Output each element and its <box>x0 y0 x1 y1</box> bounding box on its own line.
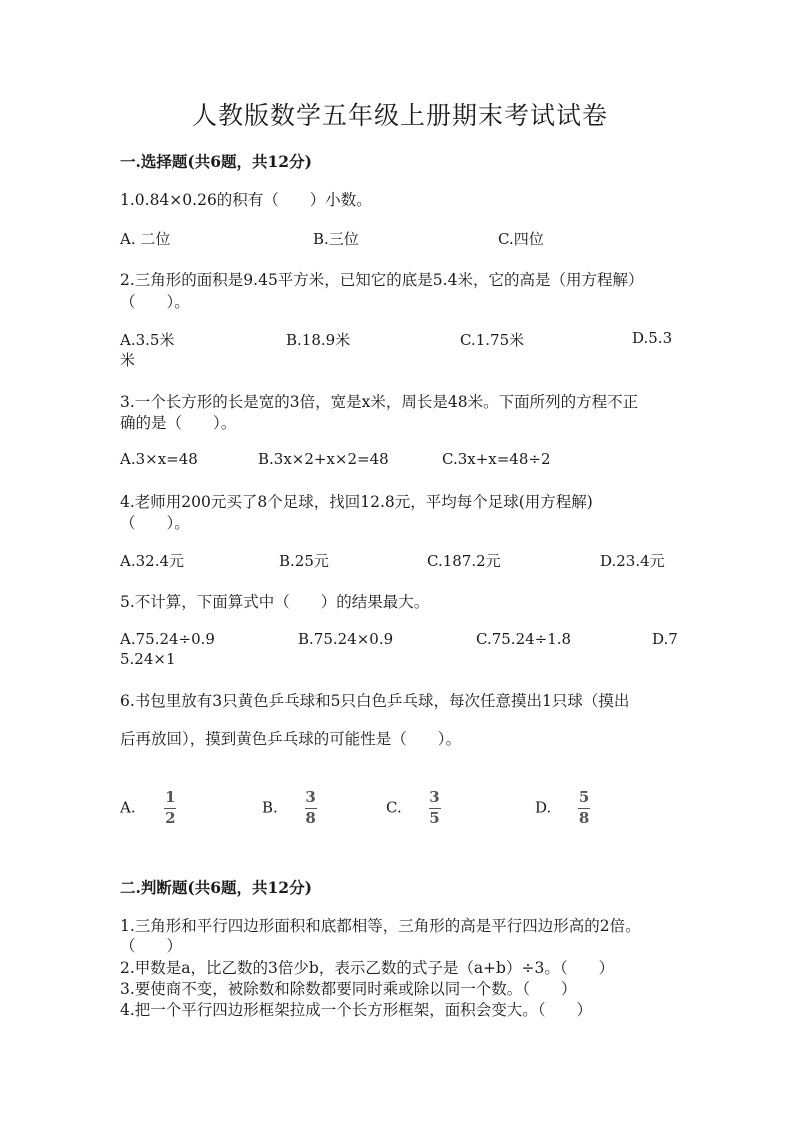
option-label: C. <box>386 798 402 817</box>
option-a <box>120 790 176 827</box>
fraction-numerator: 3 <box>429 788 440 806</box>
option-c: C.187.2元 <box>427 552 501 570</box>
judgement-item: 1.三角形和平行四边形面积和底都相等，三角形的高是平行四边形高的2倍。 <box>120 917 641 935</box>
question-stem-cont: （ ）。 <box>120 514 190 532</box>
option-d: D.5.3 <box>632 329 673 347</box>
question-stem: 4.老师用200元买了8个足球，找回12.8元，平均每个足球(用方程解) <box>120 493 593 511</box>
question-stem: 2.三角形的面积是9.45平方米，已知它的底是5.4米，它的高是（用方程解） <box>120 271 644 289</box>
option-d <box>535 790 590 827</box>
option-a: A.32.4元 <box>120 552 184 570</box>
option-a: A. 二位 <box>120 230 171 248</box>
question-stem: 6.书包里放有3只黄色乒乓球和5只白色乒乓球，每次任意摸出1只球（摸出 <box>120 692 630 710</box>
judgement-item: 3.要使商不变，被除数和除数都要同时乘或除以同一个数。（ ） <box>120 980 577 998</box>
question-stem-cont: 后再放回），摸到黄色乒乓球的可能性是（ ）。 <box>120 730 462 748</box>
option-b: B.75.24×0.9 <box>298 630 394 648</box>
option-b: B.18.9米 <box>286 331 351 349</box>
fraction-denominator: 8 <box>305 809 316 828</box>
question-stem-cont: （ ）。 <box>120 293 190 311</box>
option-label: D. <box>535 798 552 817</box>
option-b <box>262 790 317 827</box>
question-stem: 3.一个长方形的长是宽的3倍，宽是x米，周长是48米。下面所列的方程不正 <box>120 393 639 411</box>
judgement-item: 4.把一个平行四边形框架拉成一个长方形框架，面积会变大。（ ） <box>120 1001 593 1019</box>
judgement-item-cont: （ ） <box>120 937 183 955</box>
question-stem-cont: 确的是（ ）。 <box>120 414 237 432</box>
option-b: B.25元 <box>279 552 329 570</box>
option-c: C.3x+x=48÷2 <box>442 450 551 468</box>
judgement-item: 2.甲数是a，比乙数的3倍少b，表示乙数的式子是（a+b）÷3。（ ） <box>120 959 615 977</box>
fraction <box>429 790 441 827</box>
fraction <box>164 790 176 827</box>
option-d-cont: 米 <box>120 351 136 369</box>
option-c <box>386 790 441 827</box>
option-d: D.7 <box>652 630 678 648</box>
option-b: B.三位 <box>313 230 359 248</box>
fraction-denominator: 2 <box>165 809 176 828</box>
fraction-numerator: 5 <box>578 788 590 806</box>
fraction-numerator: 1 <box>165 788 176 806</box>
option-label: A. <box>120 798 136 817</box>
fraction <box>578 790 590 827</box>
fraction-denominator: 8 <box>578 809 590 828</box>
section-heading-judgement: 二.判断题(共6题，共12分) <box>120 878 312 897</box>
fraction-denominator: 5 <box>429 809 440 828</box>
option-d: D.23.4元 <box>600 552 665 570</box>
fraction-numerator: 3 <box>305 788 316 806</box>
option-a: A.3.5米 <box>120 331 175 349</box>
option-a: A.3×x=48 <box>120 450 198 468</box>
fraction <box>305 790 317 827</box>
option-c: C.四位 <box>498 230 544 248</box>
option-a: A.75.24÷0.9 <box>120 630 215 648</box>
question-stem: 5.不计算，下面算式中（ ）的结果最大。 <box>120 593 430 611</box>
section-heading-choice: 一.选择题(共6题，共12分) <box>120 152 312 171</box>
option-b: B.3x×2+x×2=48 <box>258 450 389 468</box>
option-label: B. <box>262 798 278 817</box>
page-title: 人教版数学五年级上册期末考试试卷 <box>191 101 608 130</box>
option-d-cont: 5.24×1 <box>120 650 176 668</box>
question-stem: 1.0.84×0.26的积有（ ）小数。 <box>120 191 372 209</box>
option-c: C.1.75米 <box>460 331 525 349</box>
option-c: C.75.24÷1.8 <box>476 630 572 648</box>
